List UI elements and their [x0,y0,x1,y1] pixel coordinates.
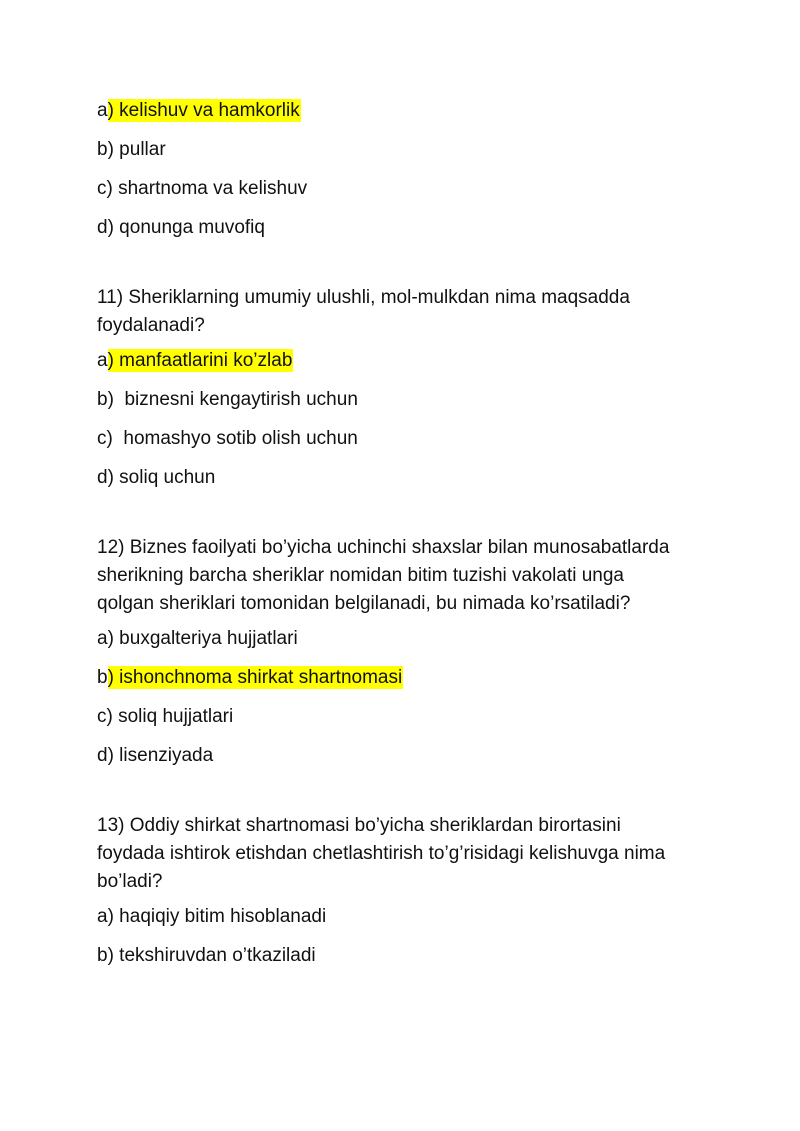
option-text: ) tekshiruvdan o’tkaziladi [107,945,316,966]
option-prefix: a [97,628,108,649]
option-c [97,704,717,730]
option-prefix: c [97,428,107,449]
question-line: foydada ishtirok etishdan chetlashtirish to’g’risidagi kelishuvga nima [97,843,666,864]
question-line: bo’ladi? [97,871,163,892]
question-line: qolgan sheriklari tomonidan belgilanadi, bu nimada ko’rsatiladi? [97,593,631,614]
option-b [97,665,717,691]
option-prefix: c [97,706,107,727]
option-d [97,743,717,769]
question-12 [97,534,717,769]
option-prefix: b [97,667,108,688]
question-line: foydalanadi? [97,315,205,336]
question-text [97,812,717,896]
option-text: ) biznesni kengaytirish uchun [107,389,358,410]
highlighted-answer: ) manfaatlarini ko’zlab [107,350,293,371]
option-text: ) buxgalteriya hujjatlari [107,628,298,649]
question-line: 11) Sheriklarning umumiy ulushli, mol-mulkdan nima maqsadda [97,287,630,308]
option-prefix: a [97,100,108,121]
option-prefix: c [97,178,107,199]
option-d [97,215,717,241]
question-13 [97,812,717,969]
option-text: ) lisenziyada [107,745,214,766]
option-text: ) haqiqiy bitim hisoblanadi [107,906,327,927]
option-d [97,465,717,491]
option-text: ) pullar [107,139,166,160]
spacer [97,782,717,812]
option-b [97,387,717,413]
question-10-options [97,98,717,241]
question-line: 12) Biznes faoilyati bo’yicha uchinchi shaxslar bilan munosabatlarda [97,537,670,558]
highlighted-answer: ) ishonchnoma shirkat shartnomasi [107,667,403,688]
option-text: ) shartnoma va kelishuv [106,178,308,199]
spacer [97,504,717,534]
option-prefix: b [97,139,108,160]
option-prefix: d [97,745,108,766]
option-a [97,626,717,652]
option-text: ) homashyo sotib olish uchun [106,428,358,449]
option-c [97,426,717,452]
option-text: ) qonunga muvofiq [107,217,265,238]
option-c [97,176,717,202]
spacer [97,254,717,284]
question-11 [97,284,717,491]
question-line: 13) Oddiy shirkat shartnomasi bo’yicha sheriklardan birortasini [97,815,621,836]
option-text: ) soliq uchun [107,467,216,488]
option-a [97,98,717,124]
page-content [97,98,717,982]
option-prefix: a [97,350,108,371]
option-a [97,904,717,930]
question-text [97,284,717,340]
option-b [97,943,717,969]
option-text: ) soliq hujjatlari [106,706,234,727]
option-prefix: d [97,217,108,238]
option-prefix: d [97,467,108,488]
option-prefix: b [97,945,108,966]
question-text [97,534,717,618]
option-a [97,348,717,374]
highlighted-answer: ) kelishuv va hamkorlik [107,100,300,121]
question-line: sherikning barcha sheriklar nomidan bitim tuzishi vakolati unga [97,565,624,586]
option-prefix: a [97,906,108,927]
option-prefix: b [97,389,108,410]
option-b [97,137,717,163]
